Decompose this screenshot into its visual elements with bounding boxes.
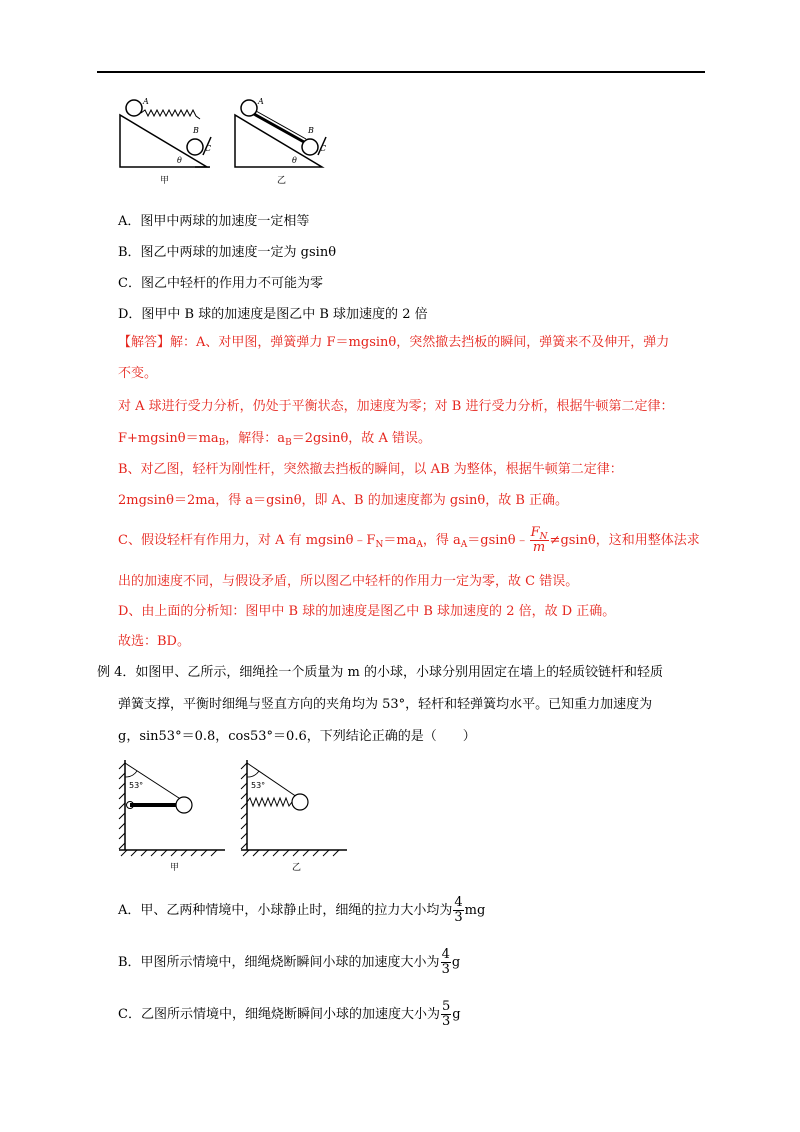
answer-l4a-sub: B (218, 438, 226, 448)
caption-jia-2: 甲 (170, 863, 180, 873)
angle-label-yi: 53° (251, 781, 266, 790)
answer-line-5: B、对乙图，轻杆为刚性杆，突然撤去挡板的瞬间，以 AB 为整体，根据牛顿第二定律： (118, 462, 623, 477)
answer-line-4 (118, 430, 431, 448)
label-b-right: B (308, 126, 314, 135)
answer-line-6: 2mgsinθ＝2ma，得 a＝gsinθ，即 A、B 的加速度都为 gsinθ，故 B 正确。 (118, 493, 569, 508)
q4-option-a-fraction (453, 896, 463, 925)
q4-option-c-unit: g (452, 1007, 461, 1022)
answer-l7a: C、假设轻杆有作用力，对 A 有 mgsinθ﹣F (118, 533, 376, 548)
option-a: A．图甲中两球的加速度一定相等 (118, 214, 310, 229)
answer-line-1: 【解答】解：A、对甲图，弹簧弹力 F＝mgsinθ，突然撤去挡板的瞬间，弹簧来不及伸开，弹力 (118, 335, 670, 350)
header-rule (97, 71, 705, 73)
q4-option-c-text: C．乙图所示情境中，细绳烧断瞬间小球的加速度大小为 (118, 1007, 440, 1022)
label-c-left: C (205, 144, 212, 153)
q4-stem-2: 弹簧支撑，平衡时细绳与竖直方向的夹角均为 53°，轻杆和轻弹簧均水平。已知重力加速度为 (118, 697, 653, 712)
q4-option-a (118, 893, 485, 929)
answer-l7c-sub: A (460, 540, 468, 550)
q4-option-c-num: 5 (441, 999, 451, 1014)
answer-l7b-sub: A (416, 540, 423, 550)
label-a-left: A (143, 97, 149, 106)
answer-l4a: F+mgsinθ＝ma (118, 431, 219, 446)
q4-option-b-fraction (441, 948, 451, 977)
incline-figure (115, 95, 330, 190)
label-theta-left: θ (177, 156, 182, 165)
option-c: C．图乙中轻杆的作用力不可能为零 (118, 276, 323, 291)
string-ball-figure (115, 755, 355, 875)
frac-num-sub: N (539, 532, 548, 542)
q4-stem-1: 例 4．如图甲、乙所示，细绳拴一个质量为 m 的小球，小球分别用固定在墙上的轻质铰链杆和轻质 (97, 665, 663, 680)
answer-l7d: ＝gsinθ﹣ (467, 533, 529, 548)
option-d: D．图甲中 B 球的加速度是图乙中 B 球加速度的 2 倍 (118, 307, 428, 322)
q4-option-a-unit: mg (464, 903, 486, 918)
q4-option-c-den: 3 (441, 1014, 451, 1029)
figure-yi (241, 760, 347, 856)
caption-yi-2: 乙 (292, 863, 302, 873)
figure-jia (119, 760, 225, 856)
q4-option-c (118, 997, 461, 1033)
label-theta-right: θ (292, 156, 297, 165)
q4-option-b-text: B．甲图所示情境中，细绳烧断瞬间小球的加速度大小为 (118, 955, 440, 970)
label-b-left: B (193, 126, 199, 135)
q4-option-b-num: 4 (441, 947, 450, 962)
q4-option-c-fraction (441, 1000, 451, 1029)
answer-l4c: ＝2gsinθ，故 A 错误。 (291, 431, 431, 446)
answer-l7c: ，得 a (422, 533, 461, 548)
answer-line-8: 出的加速度不同，与假设矛盾，所以图乙中轻杆的作用力一定为零，故 C 错误。 (118, 574, 579, 589)
answer-l7e: ≠gsinθ，这和用整体法求 (549, 533, 700, 548)
answer-line-7 (118, 523, 700, 559)
answer-fraction-fn-m (530, 526, 549, 555)
label-c-right: C (320, 144, 327, 153)
q4-option-b-den: 3 (441, 962, 450, 977)
q4-option-a-den: 3 (454, 910, 463, 925)
frac-den: m (532, 540, 546, 555)
answer-l4b-sub: B (285, 438, 292, 448)
angle-label-jia: 53° (129, 781, 144, 790)
frac-num: F (530, 525, 540, 540)
caption-jia-1: 甲 (160, 176, 170, 186)
option-b: B．图乙中两球的加速度一定为 gsinθ (118, 245, 337, 260)
answer-line-10: 故选：BD。 (118, 634, 190, 649)
q4-option-b (118, 945, 460, 981)
answer-line-2: 不变。 (118, 366, 158, 381)
answer-line-3: 对 A 球进行受力分析，仍处于平衡状态，加速度为零；对 B 进行受力分析，根据牛顿第二定律： (118, 399, 674, 414)
q4-stem-3: g，sin53°＝0.8，cos53°＝0.6，下列结论正确的是（ ） (118, 729, 476, 744)
caption-yi-1: 乙 (277, 176, 287, 186)
q4-option-a-num: 4 (454, 895, 463, 910)
q4-option-a-text: A．甲、乙两种情境中，小球静止时，细绳的拉力大小均为 (118, 903, 453, 918)
answer-line-9: D、由上面的分析知：图甲中 B 球的加速度是图乙中 B 球加速度的 2 倍，故 D 正确。 (118, 604, 616, 619)
answer-l7a-sub: N (375, 540, 384, 550)
label-a-right: A (258, 97, 264, 106)
answer-l7b: ＝ma (383, 533, 417, 548)
answer-l4b: ，解得：a (225, 431, 286, 446)
q4-option-b-unit: g (451, 955, 461, 970)
